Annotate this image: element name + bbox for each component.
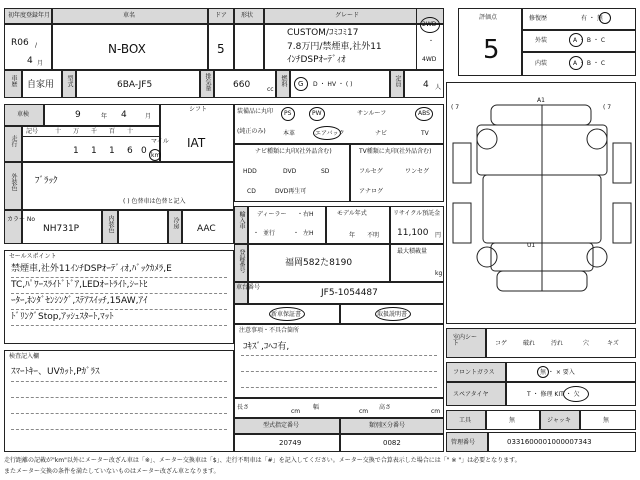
import-dealer: ディーラー — [257, 211, 287, 218]
dims-cell — [234, 398, 444, 418]
grade-line-3: ｲﾝﾁDSPｵｰﾃﾞｨｵ — [287, 55, 346, 65]
equipment-label: 装備品に丸印 — [237, 108, 274, 115]
import-dot: ・ — [253, 230, 260, 237]
fuel-label: 燃料 — [280, 75, 287, 87]
capacity-header — [390, 70, 404, 98]
drive-4wd: 4WD — [422, 56, 437, 63]
fuel-options: D ・ HV ・ ( ) — [313, 81, 353, 88]
capacity-value: 4 — [423, 80, 429, 90]
front-glass-header — [446, 362, 506, 382]
ac-header — [168, 210, 182, 244]
interior-cell — [522, 52, 636, 76]
paren-right: ( 7 — [603, 104, 612, 111]
class-no-cell — [340, 434, 444, 452]
front-glass-value: 無 ・ × 要入 — [540, 369, 575, 376]
class-no-label: 類別区分番号 — [369, 422, 406, 429]
type-cell — [76, 70, 200, 98]
ac-value: AAC — [197, 224, 216, 234]
footer-line-1: 走行距離の記載が"km"以外にメーター改ざん車は「※」、メーター交換車は「$」、走行不明車は「#」を記入してください。メーター交換で合算表示した場合には「" ※ "」は必要となります。 — [4, 457, 521, 464]
seat-stain: 汚れ — [551, 340, 564, 347]
nav-sd: SD — [321, 168, 330, 175]
digit-label-2: 万 — [73, 128, 80, 135]
doors-cell — [208, 24, 234, 70]
chassis-label: 車台番号 — [236, 284, 261, 291]
doors-header — [208, 8, 234, 24]
inspect-box — [4, 350, 234, 452]
dash-line — [241, 355, 437, 356]
paren-left: ( 7 — [451, 104, 460, 111]
capacity-label: 定員 — [394, 75, 401, 87]
fuel-header — [276, 70, 290, 98]
mgmt-label: 管理番号 — [451, 439, 476, 446]
recycle-cell — [390, 206, 444, 244]
drive-dot: ・ — [428, 38, 435, 45]
displacement-header — [200, 70, 214, 98]
tools-label: 工具 — [459, 417, 472, 424]
seat-label: 室内シート — [453, 334, 478, 347]
usage-header — [4, 70, 22, 98]
month-value: 4 — [27, 56, 33, 66]
model-year-label: モデル年式 — [337, 210, 367, 217]
notes-line: ｺｷｽﾞ,ｺﾍｺ有, — [243, 342, 290, 352]
interior-color-header — [102, 210, 118, 244]
nav-hdd: HDD — [243, 168, 257, 175]
color-no-value: NH731P — [43, 224, 80, 234]
import-label: 輸入車 — [238, 211, 245, 229]
notes-label: 注意事項・不具合箇所 — [239, 327, 300, 334]
inspect-line: ｽﾏｰﾄｷｰ、UVｶｯﾄ,Pｶﾞﾗｽ — [11, 367, 100, 377]
repair-none-circle — [599, 12, 611, 24]
damage-diagram — [446, 82, 636, 324]
color-header — [4, 162, 22, 210]
score-value: 5 — [483, 35, 500, 65]
length-unit: cm — [291, 408, 301, 415]
fuel-cell — [290, 70, 390, 98]
shaken-cell — [44, 104, 160, 126]
mileage-cell — [22, 126, 169, 162]
model-year-unknown: 不明 — [367, 232, 380, 239]
shaken-year-unit: 年 — [101, 113, 108, 120]
digit-label-3: 千 — [91, 128, 98, 135]
color-no-cell — [22, 210, 102, 244]
mileage-header — [4, 126, 22, 162]
reg-cell — [248, 244, 390, 282]
grade-line-1: CUSTOM/ｺﾐｺﾐ17 — [287, 28, 359, 38]
color-label: 外装色 — [10, 173, 17, 191]
sales-line: 禁煙車,社外11ｲﾝﾁDSPｵｰﾃﾞｨｵ,ﾊﾞｯｸｶﾒﾗ,E — [11, 264, 172, 274]
guarantee-label: 新車保証書 — [271, 311, 302, 318]
interior-color-label: 内装色 — [107, 215, 114, 233]
usage-label: 車歴 — [10, 75, 17, 87]
shift-value: IAT — [187, 136, 206, 150]
equipment-cell — [234, 104, 444, 144]
shaken-year: 9 — [75, 110, 81, 120]
seat-burn: コゲ — [495, 340, 508, 347]
dash-line — [11, 309, 227, 310]
dash-line — [241, 371, 437, 372]
equip-leather: 本革 — [283, 130, 296, 137]
front-glass-label: フロントガラス — [453, 369, 495, 376]
equip-tv: TV — [421, 130, 429, 137]
import-dot: ・ — [293, 230, 300, 237]
equip-abs: ABS — [418, 110, 430, 117]
import-dot: ・ — [297, 211, 304, 218]
shaken-month: 4 — [121, 110, 127, 120]
displacement-label: 排気量 — [204, 73, 211, 91]
chassis-cell — [248, 282, 444, 304]
sales-line: ｰﾀｰ,ﾎﾝﾀﾞｾﾝｼﾝｸﾞ,ｽﾃｱｽｲｯﾁ,15AW,ｱｲ — [11, 296, 148, 306]
tv-label: TV種類に丸印(社外品含む) — [359, 148, 432, 155]
load-unit: kg — [435, 270, 443, 277]
tv-oneseg: ワンセグ — [405, 168, 430, 175]
digit-label-1: 十 — [55, 128, 62, 135]
seat-cell — [486, 328, 636, 358]
sales-box — [4, 250, 234, 344]
tv-cell — [350, 144, 444, 202]
length-label: 長さ — [237, 404, 250, 411]
nav-cell — [234, 144, 350, 202]
exterior-label: 外装 — [535, 37, 548, 44]
spare-cell — [506, 382, 636, 406]
nav-cd: CD — [247, 188, 256, 195]
seat-header — [446, 328, 486, 358]
spare-value: T ・ 修理 KIT ・ 欠 — [527, 391, 580, 398]
grade-label: グレード — [335, 12, 360, 19]
dash-line — [11, 413, 227, 414]
usage-cell — [22, 70, 62, 98]
exterior-a-circle — [569, 33, 583, 47]
notes-box — [234, 324, 444, 398]
mgmt-cell — [488, 432, 636, 452]
shift-label: シフト — [189, 106, 208, 113]
reg-value: 福岡582た8190 — [285, 258, 353, 268]
dash-line — [11, 277, 227, 278]
capacity-unit: 人 — [435, 84, 442, 91]
type-no-value: 20749 — [279, 439, 302, 447]
jack-header — [540, 410, 580, 430]
month-suffix: 月 — [37, 60, 44, 67]
type-value: 6BA-JF5 — [117, 80, 153, 90]
equip-sunroof: サンルーフ — [357, 110, 387, 117]
usage-value: 自家用 — [27, 80, 55, 90]
seat-tear: 破れ — [523, 340, 536, 347]
guarantee-cell — [234, 304, 340, 324]
score-label: 評価点 — [479, 14, 498, 21]
color-note: ( ) 色替車は色替と記入 — [123, 198, 186, 205]
model-header — [52, 8, 208, 24]
class-no-value: 0082 — [383, 439, 401, 447]
equipment-sub: (純正のみ) — [237, 128, 266, 135]
class-no-header — [340, 418, 444, 434]
era-value: R06 — [11, 38, 29, 48]
front-glass-cell — [506, 362, 636, 382]
dash-line — [11, 325, 227, 326]
mileage-digit: 0 — [141, 146, 147, 156]
jack-cell — [580, 410, 636, 430]
shaken-label: 車検 — [17, 111, 30, 118]
grade-line-2: 7.8万円/禁煙車,社外11 — [287, 42, 382, 52]
type-no-cell — [234, 434, 340, 452]
nav-dvd-play: DVD再生可 — [275, 188, 307, 195]
shape-header — [234, 8, 264, 24]
equip-pw: PW — [312, 110, 322, 117]
sales-line: ﾄﾞﾘﾝｸﾞStop,ｱｯｼｭｽﾀｰﾄ,ﾏｯﾄ — [11, 312, 114, 322]
mgmt-header — [446, 432, 488, 452]
mileage-symbol-label: 記号 — [26, 128, 39, 135]
shaken-header — [4, 104, 44, 126]
width-unit: cm — [359, 408, 369, 415]
sales-line: TC,ﾊﾟﾜｰｽﾗｲﾄﾞﾄﾞｱ,LEDｵｰﾄﾗｲﾄ,ｼｰﾄﾋ — [11, 280, 148, 290]
capacity-cell — [404, 70, 444, 98]
reg-label: 登録番号 — [238, 249, 245, 273]
type-no-header — [234, 418, 340, 434]
manual-label: 取扱説明書 — [377, 311, 408, 318]
digit-label-4: 百 — [109, 128, 116, 135]
jack-value: 無 — [603, 417, 610, 424]
color-cell — [22, 162, 234, 210]
seat-scratch: キズ — [607, 340, 619, 347]
load-label: 最大積載量 — [397, 248, 428, 255]
width-label: 幅 — [313, 404, 320, 411]
doors-label: ドア — [215, 12, 227, 19]
repair-cell — [522, 8, 636, 30]
chassis-value: JF5-1054487 — [321, 288, 378, 298]
import-header — [234, 206, 248, 244]
equip-ps: PS — [284, 110, 292, 117]
import-parallel: 並行 — [263, 230, 276, 237]
mileage-header-line — [23, 136, 159, 137]
interior-value: A ・ B ・ C — [573, 60, 606, 67]
interior-color-cell — [118, 210, 168, 244]
drive-cell — [416, 8, 444, 70]
mileage-digit: 1 — [109, 146, 115, 156]
tools-value: 無 — [509, 417, 516, 424]
damage-a1: A1 — [537, 97, 545, 104]
dash-line — [11, 293, 227, 294]
manual-cell — [340, 304, 444, 324]
type-header — [62, 70, 76, 98]
import-rhd: 右H — [303, 211, 314, 218]
nav-label: ナビ種類に丸印(社外品含む) — [255, 148, 332, 155]
import-lhd: 左H — [303, 230, 314, 237]
color-value: ﾌﾞﾗｯｸ — [35, 176, 58, 186]
tools-cell — [486, 410, 540, 430]
tools-header — [446, 410, 486, 430]
type-no-label: 型式指定番号 — [263, 422, 300, 429]
equip-navi: ナビ — [375, 130, 388, 137]
model-label: 車名 — [123, 12, 136, 19]
ac-cell — [182, 210, 234, 244]
fuel-value: G — [298, 80, 304, 88]
jack-label: ジャッキ — [547, 417, 571, 424]
recycle-value: 11,100 — [397, 228, 429, 238]
chassis-header — [234, 282, 261, 304]
recycle-label: リサイクル預託金 — [393, 210, 441, 217]
nav-dvd: DVD — [283, 168, 297, 175]
reg-header — [234, 244, 248, 282]
reg-date-label: 初年度登録年月 — [8, 12, 51, 19]
type-label: 型式 — [66, 75, 73, 87]
exterior-cell — [522, 30, 636, 52]
tv-fullseg: フルセグ — [359, 168, 383, 175]
tv-analog: アナログ — [359, 188, 384, 195]
shaken-month-unit: 月 — [145, 113, 152, 120]
model-cell — [52, 24, 208, 70]
score-cell — [458, 8, 522, 76]
reg-date-cell — [4, 24, 52, 70]
mileage-label: 走行 — [10, 135, 17, 147]
repair-label: 修復歴 — [529, 15, 548, 22]
displacement-cell — [214, 70, 276, 98]
shape-label: 形状 — [241, 12, 254, 19]
era-separator: / — [35, 42, 38, 49]
shape-cell — [234, 24, 264, 70]
digit-label-5: 十 — [127, 128, 134, 135]
dash-line — [11, 429, 227, 430]
car-outline-svg — [447, 83, 637, 325]
recycle-unit: 円 — [435, 232, 442, 239]
damage-u1: U1 — [527, 242, 536, 249]
color-no-label: カラー No — [7, 216, 36, 223]
exterior-value: A ・ B ・ C — [573, 37, 606, 44]
ac-label: 冷房 — [172, 217, 179, 229]
model-year-cell — [326, 206, 390, 244]
interior-label: 内装 — [535, 60, 548, 67]
seat-hole: 穴 — [583, 340, 590, 347]
mileage-digit: 1 — [73, 146, 79, 156]
mgmt-value: 0331600001000007343 — [507, 438, 592, 446]
sales-label: セールスポイント — [9, 253, 57, 260]
spare-label: スペアタイヤ — [453, 391, 489, 398]
km-unit: km — [151, 152, 161, 159]
equip-airbag: エアバック — [315, 130, 345, 137]
shift-cell — [160, 104, 234, 162]
footer-line-2: またメーター交換の条件を満たしていないものはメーター改ざん車となります。 — [4, 468, 220, 475]
repair-value: 有 ・ 無 — [581, 15, 603, 22]
mileage-digit: 1 — [91, 146, 97, 156]
dash-line — [11, 397, 227, 398]
model-value: N-BOX — [108, 42, 146, 56]
doors-value: 5 — [217, 42, 225, 56]
drive-2wd: 2WD — [422, 21, 437, 28]
load-cell — [390, 244, 444, 282]
import-cell — [248, 206, 326, 244]
height-label: 高さ — [379, 404, 392, 411]
height-unit: cm — [431, 408, 441, 415]
cc-unit: cc — [267, 86, 274, 93]
spare-header — [446, 382, 506, 406]
color-no-header — [4, 210, 36, 244]
reg-date-header — [4, 8, 52, 24]
mileage-digit: 6 — [127, 146, 133, 156]
mile-unit: マイル — [151, 138, 169, 145]
inspect-label: 検査記入欄 — [9, 353, 40, 360]
interior-a-circle — [569, 56, 583, 70]
dash-line — [11, 381, 227, 382]
model-year-unit: 年 — [349, 232, 356, 239]
displacement-value: 660 — [233, 80, 251, 90]
dash-line — [241, 387, 437, 388]
spare-kit-circle — [563, 386, 589, 402]
